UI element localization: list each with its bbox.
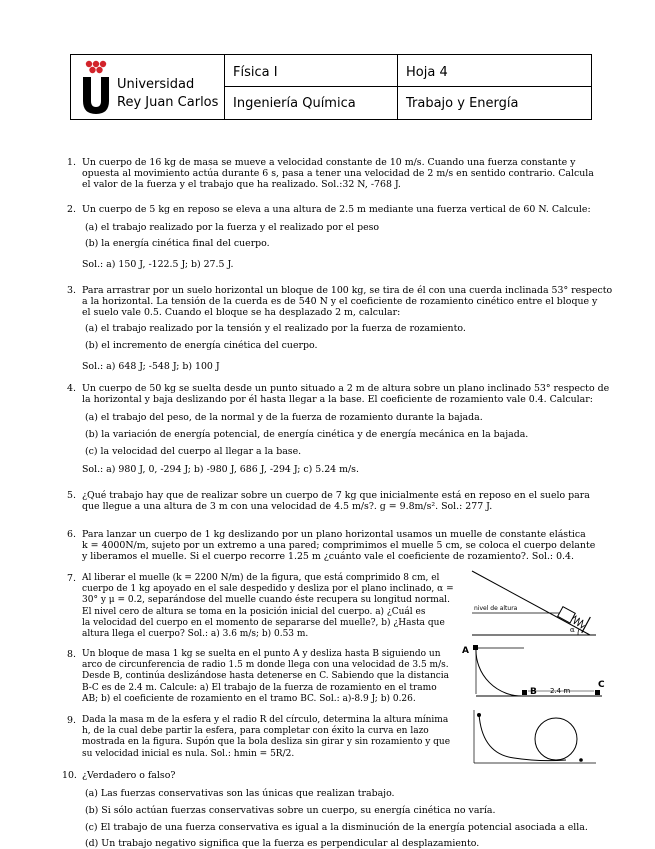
- height-level-label: nivel de altura: [474, 605, 518, 612]
- problem-text: que llegue a una altura de 3 m con una velocidad de 4.5 m/s?. g = 9.8m/s². Sol.: 277 J.: [82, 501, 493, 513]
- subitem-b: (b) Si sólo actúan fuerzas conservativas sobre un cuerpo, su energía cinética no varía.: [85, 805, 496, 816]
- problem-text: B-C es de 2.4 m. Calcule: a) El trabajo de la fuerza de rozamiento en el tramo: [82, 682, 437, 693]
- problem-text: Un cuerpo de 50 kg se suelta desde un punto situado a 2 m de altura sobre un plano inclinado 53° respecto de: [82, 383, 610, 394]
- point-a-label: A: [462, 646, 469, 656]
- subitem-a: (a) el trabajo realizado por la tensión y el realizado por la fuerza de rozamiento.: [85, 323, 466, 334]
- problem-text: y liberamos el muelle. Si el cuerpo recorre 1.25 m ¿cuánto vale el coeficiente de rozamiento?. Sol.: 0.4.: [82, 551, 574, 563]
- subitem-c: (c) la velocidad del cuerpo al llegar a la base.: [85, 446, 302, 457]
- subitem-a: (a) el trabajo del peso, de la normal y de la fuerza de rozamiento durante la bajada.: [85, 412, 483, 423]
- problem-number: 2.: [67, 204, 76, 215]
- subitem-b: (b) la energía cinética final del cuerpo.: [85, 238, 270, 249]
- university-cell: [71, 55, 225, 119]
- problem-text: k = 4000N/m, sujeto por un extremo a una pared; comprimimos el muelle 5 cm, se coloca el cuerpo delante: [82, 540, 596, 552]
- university-name-line1: Universidad: [117, 77, 195, 92]
- incline-spring-figure: [470, 568, 600, 640]
- problem-text: Para lanzar un cuerpo de 1 kg deslizando por un plano horizontal usamos un muelle de constante elástica: [82, 529, 586, 540]
- problem-text: el suelo vale 0.5. Cuando el bloque se ha desplazado 2 m, calcular:: [82, 307, 401, 319]
- subitem-a: (a) Las fuerzas conservativas son las únicas que realizan trabajo.: [85, 788, 395, 799]
- distance-label: 2.4 m: [550, 687, 571, 695]
- problem-text: Desde B, continúa deslizándose hasta detenerse en C. Sabiendo que la distancia: [82, 671, 450, 682]
- problem-number: 10.: [62, 770, 77, 781]
- problem-number: 3.: [67, 285, 76, 296]
- problem-text: Un bloque de masa 1 kg se suelta en el punto A y desliza hasta B siguiendo un: [82, 649, 441, 659]
- problem-text: El nivel cero de altura se toma en la posición inicial del cuerpo. a) ¿Cuál es: [82, 606, 426, 617]
- problem-number: 4.: [67, 383, 76, 394]
- arc-track-figure: [462, 642, 610, 702]
- problem-text: arco de circunferencia de radio 1.5 m donde llega con una velocidad de 3.5 m/s.: [82, 660, 449, 671]
- problem-number: 9.: [67, 715, 76, 726]
- problem-number: 7.: [67, 573, 76, 584]
- problem-text: opuesta al movimiento actúa durante 6 s, pasa a tener una velocidad de 2 m/s en sentido contrario. Calcula: [82, 168, 594, 180]
- problem-text: 30° y μ = 0.2, separándose del muelle cuando éste recupera su longitud normal.: [82, 595, 450, 606]
- subitem-a: (a) el trabajo realizado por la fuerza y el realizado por el peso: [85, 222, 380, 233]
- subitem-d: (d) Un trabajo negativo significa que la fuerza es perpendicular al desplazamiento.: [85, 838, 480, 849]
- point-b-label: B: [530, 687, 537, 697]
- subject-title: Física I: [233, 65, 278, 80]
- problem-number: 8.: [67, 649, 76, 660]
- sheet-cell: [398, 55, 590, 119]
- subitem-c: (c) El trabajo de una fuerza conservativa es igual a la disminución de la energía potencial asociada a ella.: [85, 822, 588, 833]
- problem-text: a la horizontal. La tensión de la cuerda es de 540 N y el coeficiente de rozamiento cinético entre el bloque y: [82, 296, 598, 308]
- solution: Sol.: a) 648 J; -548 J; b) 100 J: [82, 361, 220, 372]
- problem-number: 5.: [67, 490, 76, 501]
- problem-text: su velocidad inicial es nula. Sol.: hmin = 5R/2.: [82, 748, 295, 759]
- problem-text: h, de la cual debe partir la esfera, para completar con éxito la curva en lazo: [82, 726, 429, 737]
- solution: Sol.: a) 150 J, -122.5 J; b) 27.5 J.: [82, 259, 234, 270]
- solution: Sol.: a) 980 J, 0, -294 J; b) -980 J, 686 J, -294 J; c) 5.24 m/s.: [82, 464, 359, 475]
- problem-text: Para arrastrar por un suelo horizontal un bloque de 100 kg, se tira de él con una cuerda inclinada 53° respecto: [82, 285, 613, 296]
- angle-label: α: [570, 626, 575, 634]
- problem-number: 1.: [67, 157, 76, 168]
- problem-text: el valor de la fuerza y el trabajo que ha realizado. Sol.:32 N, -768 J.: [82, 179, 401, 191]
- problem-text: la velocidad del cuerpo en el momento de separarse del muelle?, b) ¿Hasta que: [82, 617, 445, 628]
- problem-text: mostrada en la figura. Supón que la bola desliza sin girar y sin rozamiento y que: [82, 737, 451, 748]
- problem-text: cuerpo de 1 kg apoyado en el sale despedido y desliza por el plano inclinado, α =: [82, 584, 454, 595]
- problem-text: Un cuerpo de 16 kg de masa se mueve a velocidad constante de 10 m/s. Cuando una fuerza constante y: [82, 157, 576, 168]
- problem-text: AB; b) el coeficiente de rozamiento en el tramo BC. Sol.: a)-8.9 J; b) 0.26.: [82, 693, 416, 704]
- problem-text: Al liberar el muelle (k = 2200 N/m) de la figura, que está comprimido 8 cm, el: [82, 573, 440, 583]
- degree-title: Ingeniería Química: [233, 96, 356, 111]
- problem-number: 6.: [67, 529, 76, 540]
- problem-text: ¿Verdadero o falso?: [82, 770, 176, 781]
- problem-text: Dada la masa m de la esfera y el radio R del círculo, determina la altura mínima: [82, 715, 449, 725]
- point-c-label: C: [598, 680, 605, 690]
- sheet-number: Hoja 4: [406, 65, 448, 80]
- problem-text: la horizontal y baja deslizando por él hasta llegar a la base. El coeficiente de rozamiento vale 0.4. Calcular:: [82, 394, 593, 406]
- problem-text: ¿Qué trabajo hay que de realizar sobre un cuerpo de 7 kg que inicialmente está en reposo en el suelo para: [82, 490, 590, 501]
- loop-track-figure: [470, 708, 600, 766]
- header-table: [70, 54, 592, 120]
- university-name-line2: Rey Juan Carlos: [117, 95, 219, 110]
- header-divider: [225, 86, 591, 87]
- sheet-topic: Trabajo y Energía: [406, 96, 519, 111]
- subitem-b: (b) el incremento de energía cinética del cuerpo.: [85, 340, 318, 351]
- subitem-b: (b) la variación de energía potencial, de energía cinética y de energía mecánica en la bajada.: [85, 429, 529, 440]
- problem-text: altura llega el cuerpo? Sol.: a) 3.6 m/s; b) 0.53 m.: [82, 629, 309, 640]
- problem-text: Un cuerpo de 5 kg en reposo se eleva a una altura de 2.5 m mediante una fuerza vertical de 60 N. Calcule:: [82, 204, 591, 215]
- course-cell: [225, 55, 398, 119]
